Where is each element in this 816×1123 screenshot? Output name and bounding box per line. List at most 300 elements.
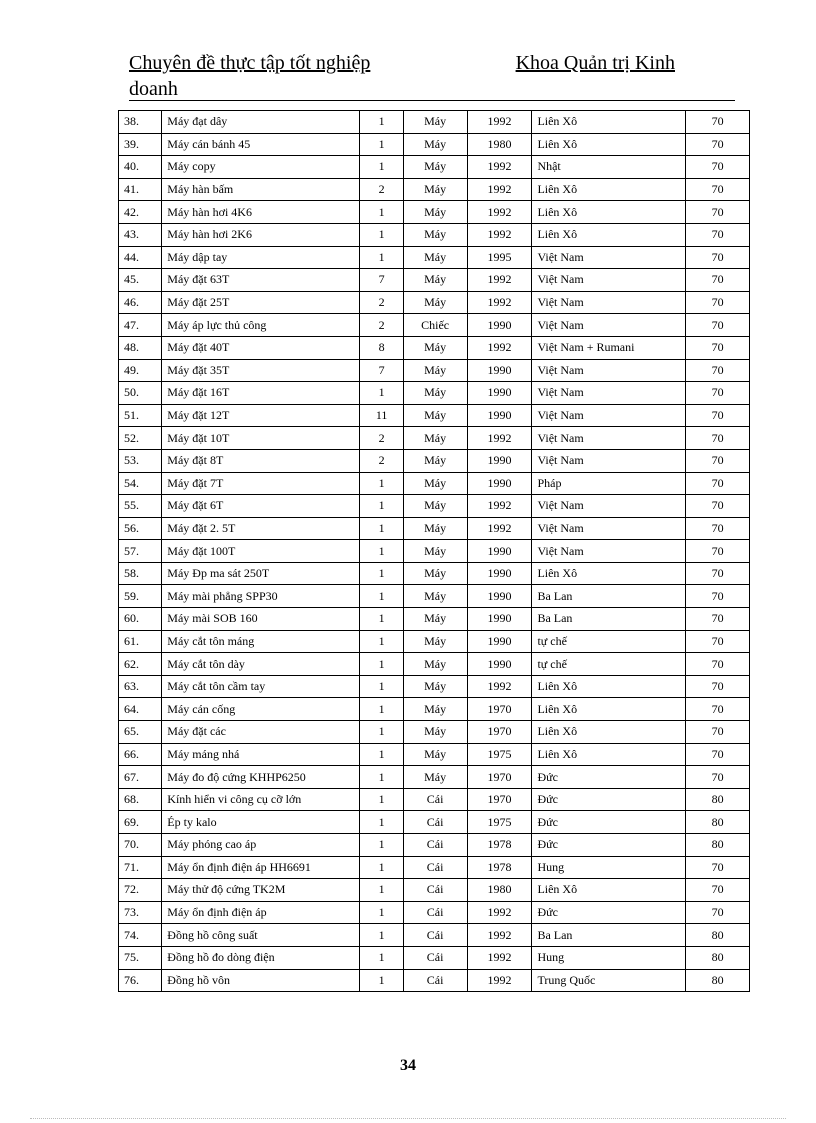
cell-quantity: 1 <box>360 382 403 405</box>
cell-row-number: 57. <box>119 540 162 563</box>
cell-origin: Liên Xô <box>532 201 686 224</box>
cell-remaining-value: 70 <box>686 608 750 631</box>
cell-quantity: 2 <box>360 427 403 450</box>
cell-unit: Máy <box>403 404 467 427</box>
cell-year: 1970 <box>467 698 532 721</box>
cell-row-number: 53. <box>119 449 162 472</box>
cell-equipment-name: Máy đặt các <box>162 721 360 744</box>
cell-year: 1995 <box>467 246 532 269</box>
cell-equipment-name: Máy mài phẳng SPP30 <box>162 585 360 608</box>
cell-unit: Máy <box>403 721 467 744</box>
cell-origin: Liên Xô <box>532 562 686 585</box>
cell-unit: Máy <box>403 111 467 134</box>
cell-year: 1992 <box>467 946 532 969</box>
cell-row-number: 73. <box>119 901 162 924</box>
cell-unit: Máy <box>403 562 467 585</box>
cell-row-number: 62. <box>119 653 162 676</box>
cell-equipment-name: Kính hiển vi công cụ cỡ lớn <box>162 788 360 811</box>
cell-remaining-value: 70 <box>686 472 750 495</box>
cell-equipment-name: Máy đặt 12T <box>162 404 360 427</box>
cell-remaining-value: 70 <box>686 630 750 653</box>
table-row <box>119 449 750 472</box>
cell-origin: Việt Nam <box>532 404 686 427</box>
cell-row-number: 56. <box>119 517 162 540</box>
cell-origin: Việt Nam <box>532 269 686 292</box>
cell-year: 1992 <box>467 924 532 947</box>
cell-row-number: 51. <box>119 404 162 427</box>
cell-remaining-value: 70 <box>686 156 750 179</box>
equipment-table <box>118 110 750 992</box>
cell-unit: Máy <box>403 630 467 653</box>
cell-quantity: 1 <box>360 223 403 246</box>
cell-unit: Cái <box>403 969 467 992</box>
cell-row-number: 52. <box>119 427 162 450</box>
cell-row-number: 42. <box>119 201 162 224</box>
cell-origin: Trung Quốc <box>532 969 686 992</box>
cell-remaining-value: 70 <box>686 495 750 518</box>
cell-origin: Đức <box>532 811 686 834</box>
cell-origin: Đức <box>532 901 686 924</box>
cell-quantity: 11 <box>360 404 403 427</box>
cell-origin: Liên Xô <box>532 675 686 698</box>
table-row <box>119 472 750 495</box>
cell-row-number: 44. <box>119 246 162 269</box>
cell-origin: tự chế <box>532 653 686 676</box>
cell-equipment-name: Máy ổn định điện áp HH6691 <box>162 856 360 879</box>
cell-equipment-name: Máy hàn bấm <box>162 178 360 201</box>
table-row <box>119 133 750 156</box>
cell-unit: Cái <box>403 901 467 924</box>
cell-year: 1992 <box>467 223 532 246</box>
table-row <box>119 856 750 879</box>
cell-origin: Liên Xô <box>532 879 686 902</box>
cell-remaining-value: 70 <box>686 201 750 224</box>
cell-equipment-name: Máy đặt 100T <box>162 540 360 563</box>
cell-remaining-value: 70 <box>686 382 750 405</box>
cell-row-number: 76. <box>119 969 162 992</box>
cell-row-number: 64. <box>119 698 162 721</box>
cell-quantity: 1 <box>360 901 403 924</box>
cell-unit: Máy <box>403 382 467 405</box>
cell-unit: Máy <box>403 653 467 676</box>
cell-origin: Pháp <box>532 472 686 495</box>
cell-row-number: 50. <box>119 382 162 405</box>
table-row <box>119 811 750 834</box>
cell-origin: Liên Xô <box>532 721 686 744</box>
cell-unit: Máy <box>403 766 467 789</box>
cell-remaining-value: 80 <box>686 969 750 992</box>
table-row <box>119 608 750 631</box>
cell-year: 1990 <box>467 472 532 495</box>
cell-remaining-value: 70 <box>686 901 750 924</box>
page-header <box>129 50 735 102</box>
cell-row-number: 59. <box>119 585 162 608</box>
table-row <box>119 517 750 540</box>
cell-remaining-value: 70 <box>686 111 750 134</box>
cell-remaining-value: 70 <box>686 653 750 676</box>
cell-equipment-name: Máy đặt 10T <box>162 427 360 450</box>
cell-unit: Cái <box>403 856 467 879</box>
table-row <box>119 766 750 789</box>
cell-year: 1992 <box>467 111 532 134</box>
cell-row-number: 49. <box>119 359 162 382</box>
cell-origin: Liên Xô <box>532 223 686 246</box>
cell-row-number: 67. <box>119 766 162 789</box>
cell-origin: Việt Nam + Rumani <box>532 336 686 359</box>
table-row <box>119 111 750 134</box>
table-row <box>119 562 750 585</box>
cell-unit: Máy <box>403 675 467 698</box>
cell-origin: Đức <box>532 834 686 857</box>
cell-origin: Việt Nam <box>532 540 686 563</box>
cell-row-number: 45. <box>119 269 162 292</box>
table-row <box>119 743 750 766</box>
cell-quantity: 1 <box>360 630 403 653</box>
cell-origin: Việt Nam <box>532 449 686 472</box>
cell-row-number: 40. <box>119 156 162 179</box>
cell-origin: Liên Xô <box>532 133 686 156</box>
cell-row-number: 72. <box>119 879 162 902</box>
table-row <box>119 721 750 744</box>
cell-year: 1992 <box>467 178 532 201</box>
cell-year: 1992 <box>467 517 532 540</box>
table-row <box>119 359 750 382</box>
cell-row-number: 48. <box>119 336 162 359</box>
table-row <box>119 314 750 337</box>
cell-quantity: 1 <box>360 834 403 857</box>
cell-year: 1980 <box>467 879 532 902</box>
table-row <box>119 223 750 246</box>
cell-year: 1975 <box>467 811 532 834</box>
cell-row-number: 43. <box>119 223 162 246</box>
cell-remaining-value: 80 <box>686 946 750 969</box>
cell-equipment-name: Máy đặt 40T <box>162 336 360 359</box>
cell-equipment-name: Máy hàn hơi 4K6 <box>162 201 360 224</box>
cell-origin: Liên Xô <box>532 743 686 766</box>
cell-row-number: 60. <box>119 608 162 631</box>
cell-origin: Hung <box>532 946 686 969</box>
cell-row-number: 55. <box>119 495 162 518</box>
cell-unit: Máy <box>403 291 467 314</box>
cell-remaining-value: 70 <box>686 427 750 450</box>
cell-quantity: 1 <box>360 246 403 269</box>
cell-origin: Hung <box>532 856 686 879</box>
cell-remaining-value: 70 <box>686 698 750 721</box>
table-row <box>119 201 750 224</box>
cell-remaining-value: 70 <box>686 336 750 359</box>
cell-equipment-name: Máy Đp ma sát 250T <box>162 562 360 585</box>
page-bottom-border <box>30 1118 786 1119</box>
cell-unit: Máy <box>403 156 467 179</box>
cell-row-number: 70. <box>119 834 162 857</box>
cell-remaining-value: 80 <box>686 924 750 947</box>
table-row <box>119 336 750 359</box>
cell-remaining-value: 70 <box>686 246 750 269</box>
cell-remaining-value: 70 <box>686 449 750 472</box>
cell-unit: Cái <box>403 811 467 834</box>
cell-quantity: 1 <box>360 156 403 179</box>
cell-quantity: 1 <box>360 698 403 721</box>
header-left-title: Chuyên đề thực tập tốt nghiệp <box>129 52 371 74</box>
table-row <box>119 495 750 518</box>
cell-quantity: 2 <box>360 449 403 472</box>
cell-unit: Máy <box>403 269 467 292</box>
cell-remaining-value: 70 <box>686 562 750 585</box>
table-row <box>119 946 750 969</box>
cell-year: 1992 <box>467 291 532 314</box>
cell-unit: Máy <box>403 743 467 766</box>
cell-unit: Máy <box>403 495 467 518</box>
cell-equipment-name: Đồng hồ công suất <box>162 924 360 947</box>
table-row <box>119 291 750 314</box>
cell-origin: Việt Nam <box>532 382 686 405</box>
cell-equipment-name: Máy máng nhá <box>162 743 360 766</box>
cell-quantity: 2 <box>360 178 403 201</box>
cell-quantity: 1 <box>360 788 403 811</box>
cell-year: 1970 <box>467 721 532 744</box>
cell-year: 1990 <box>467 359 532 382</box>
cell-equipment-name: Ép ty kalo <box>162 811 360 834</box>
cell-origin: Ba Lan <box>532 608 686 631</box>
cell-quantity: 1 <box>360 924 403 947</box>
cell-equipment-name: Máy hàn hơi 2K6 <box>162 223 360 246</box>
cell-quantity: 1 <box>360 111 403 134</box>
cell-year: 1975 <box>467 743 532 766</box>
cell-row-number: 46. <box>119 291 162 314</box>
cell-equipment-name: Máy copy <box>162 156 360 179</box>
cell-equipment-name: Máy đặt 7T <box>162 472 360 495</box>
cell-year: 1992 <box>467 495 532 518</box>
cell-quantity: 7 <box>360 269 403 292</box>
cell-quantity: 1 <box>360 969 403 992</box>
cell-equipment-name: Máy cắt tôn cầm tay <box>162 675 360 698</box>
cell-remaining-value: 70 <box>686 223 750 246</box>
cell-quantity: 1 <box>360 133 403 156</box>
cell-unit: Máy <box>403 517 467 540</box>
cell-equipment-name: Máy thử độ cứng TK2M <box>162 879 360 902</box>
cell-year: 1992 <box>467 427 532 450</box>
cell-equipment-name: Máy đặt 8T <box>162 449 360 472</box>
cell-equipment-name: Máy ổn định điện áp <box>162 901 360 924</box>
cell-quantity: 1 <box>360 495 403 518</box>
cell-unit: Máy <box>403 608 467 631</box>
cell-origin: Đức <box>532 788 686 811</box>
table-row <box>119 156 750 179</box>
cell-year: 1970 <box>467 788 532 811</box>
cell-year: 1990 <box>467 630 532 653</box>
cell-equipment-name: Máy cắt tôn dày <box>162 653 360 676</box>
cell-row-number: 66. <box>119 743 162 766</box>
equipment-table-body <box>119 111 750 992</box>
cell-equipment-name: Máy mài SOB 160 <box>162 608 360 631</box>
cell-equipment-name: Máy cán bánh 45 <box>162 133 360 156</box>
cell-remaining-value: 70 <box>686 517 750 540</box>
table-row <box>119 630 750 653</box>
cell-origin: Việt Nam <box>532 427 686 450</box>
table-row <box>119 653 750 676</box>
cell-unit: Cái <box>403 879 467 902</box>
cell-row-number: 38. <box>119 111 162 134</box>
cell-year: 1990 <box>467 653 532 676</box>
cell-origin: Việt Nam <box>532 291 686 314</box>
cell-equipment-name: Máy đo độ cứng KHHP6250 <box>162 766 360 789</box>
cell-origin: Ba Lan <box>532 585 686 608</box>
cell-row-number: 68. <box>119 788 162 811</box>
cell-unit: Máy <box>403 178 467 201</box>
cell-equipment-name: Máy đạt dây <box>162 111 360 134</box>
cell-equipment-name: Đồng hồ vôn <box>162 969 360 992</box>
cell-remaining-value: 80 <box>686 811 750 834</box>
cell-quantity: 1 <box>360 201 403 224</box>
cell-year: 1978 <box>467 834 532 857</box>
cell-quantity: 1 <box>360 856 403 879</box>
cell-origin: Ba Lan <box>532 924 686 947</box>
cell-unit: Cái <box>403 788 467 811</box>
cell-equipment-name: Máy cán cống <box>162 698 360 721</box>
cell-year: 1990 <box>467 540 532 563</box>
cell-row-number: 47. <box>119 314 162 337</box>
table-row <box>119 404 750 427</box>
cell-unit: Máy <box>403 336 467 359</box>
cell-remaining-value: 70 <box>686 178 750 201</box>
cell-year: 1990 <box>467 608 532 631</box>
cell-origin: Liên Xô <box>532 111 686 134</box>
cell-remaining-value: 70 <box>686 359 750 382</box>
cell-unit: Máy <box>403 246 467 269</box>
cell-unit: Chiếc <box>403 314 467 337</box>
cell-quantity: 1 <box>360 766 403 789</box>
cell-equipment-name: Máy dập tay <box>162 246 360 269</box>
cell-remaining-value: 70 <box>686 133 750 156</box>
cell-unit: Cái <box>403 924 467 947</box>
cell-remaining-value: 80 <box>686 834 750 857</box>
cell-equipment-name: Đồng hồ đo dòng điện <box>162 946 360 969</box>
cell-row-number: 63. <box>119 675 162 698</box>
cell-equipment-name: Máy đặt 35T <box>162 359 360 382</box>
cell-origin: Việt Nam <box>532 517 686 540</box>
cell-row-number: 75. <box>119 946 162 969</box>
cell-origin: Việt Nam <box>532 359 686 382</box>
table-row <box>119 585 750 608</box>
cell-remaining-value: 70 <box>686 291 750 314</box>
cell-remaining-value: 70 <box>686 269 750 292</box>
cell-unit: Máy <box>403 427 467 450</box>
header-rule <box>129 100 735 101</box>
cell-unit: Cái <box>403 834 467 857</box>
cell-quantity: 2 <box>360 291 403 314</box>
header-right-title: Khoa Quản trị Kinh <box>515 52 675 74</box>
cell-row-number: 54. <box>119 472 162 495</box>
cell-equipment-name: Máy đặt 63T <box>162 269 360 292</box>
cell-year: 1970 <box>467 766 532 789</box>
cell-quantity: 1 <box>360 946 403 969</box>
cell-equipment-name: Máy áp lực thủ công <box>162 314 360 337</box>
cell-quantity: 1 <box>360 562 403 585</box>
cell-row-number: 71. <box>119 856 162 879</box>
cell-year: 1980 <box>467 133 532 156</box>
cell-origin: Việt Nam <box>532 495 686 518</box>
cell-remaining-value: 70 <box>686 404 750 427</box>
cell-row-number: 58. <box>119 562 162 585</box>
cell-quantity: 1 <box>360 540 403 563</box>
table-row <box>119 540 750 563</box>
cell-remaining-value: 70 <box>686 675 750 698</box>
cell-unit: Máy <box>403 540 467 563</box>
cell-quantity: 1 <box>360 517 403 540</box>
table-row <box>119 698 750 721</box>
cell-year: 1992 <box>467 969 532 992</box>
cell-unit: Máy <box>403 359 467 382</box>
cell-quantity: 1 <box>360 879 403 902</box>
cell-quantity: 1 <box>360 811 403 834</box>
cell-origin: tự chế <box>532 630 686 653</box>
cell-origin: Việt Nam <box>532 246 686 269</box>
table-row <box>119 879 750 902</box>
cell-year: 1990 <box>467 314 532 337</box>
table-row <box>119 788 750 811</box>
cell-row-number: 41. <box>119 178 162 201</box>
table-row <box>119 901 750 924</box>
cell-origin: Liên Xô <box>532 178 686 201</box>
cell-row-number: 61. <box>119 630 162 653</box>
cell-row-number: 74. <box>119 924 162 947</box>
cell-unit: Máy <box>403 201 467 224</box>
cell-unit: Máy <box>403 133 467 156</box>
cell-year: 1992 <box>467 336 532 359</box>
cell-year: 1992 <box>467 201 532 224</box>
cell-quantity: 1 <box>360 608 403 631</box>
cell-unit: Máy <box>403 472 467 495</box>
cell-year: 1992 <box>467 675 532 698</box>
table-row <box>119 178 750 201</box>
cell-origin: Việt Nam <box>532 314 686 337</box>
cell-remaining-value: 70 <box>686 721 750 744</box>
cell-year: 1992 <box>467 156 532 179</box>
cell-year: 1992 <box>467 269 532 292</box>
cell-remaining-value: 70 <box>686 766 750 789</box>
table-row <box>119 969 750 992</box>
cell-origin: Nhật <box>532 156 686 179</box>
cell-year: 1990 <box>467 404 532 427</box>
cell-year: 1992 <box>467 901 532 924</box>
cell-remaining-value: 70 <box>686 585 750 608</box>
table-row <box>119 427 750 450</box>
cell-year: 1978 <box>467 856 532 879</box>
cell-year: 1990 <box>467 585 532 608</box>
cell-row-number: 39. <box>119 133 162 156</box>
cell-quantity: 1 <box>360 675 403 698</box>
cell-quantity: 1 <box>360 585 403 608</box>
cell-equipment-name: Máy đặt 6T <box>162 495 360 518</box>
cell-unit: Máy <box>403 585 467 608</box>
cell-equipment-name: Máy cắt tôn máng <box>162 630 360 653</box>
cell-row-number: 65. <box>119 721 162 744</box>
cell-unit: Máy <box>403 223 467 246</box>
cell-origin: Liên Xô <box>532 698 686 721</box>
cell-equipment-name: Máy đặt 25T <box>162 291 360 314</box>
header-wrap-text: doanh <box>129 78 178 100</box>
cell-remaining-value: 70 <box>686 540 750 563</box>
cell-remaining-value: 70 <box>686 314 750 337</box>
cell-quantity: 1 <box>360 721 403 744</box>
cell-year: 1990 <box>467 382 532 405</box>
cell-quantity: 1 <box>360 472 403 495</box>
cell-unit: Cái <box>403 946 467 969</box>
table-row <box>119 834 750 857</box>
table-row <box>119 675 750 698</box>
cell-remaining-value: 70 <box>686 856 750 879</box>
cell-quantity: 7 <box>360 359 403 382</box>
